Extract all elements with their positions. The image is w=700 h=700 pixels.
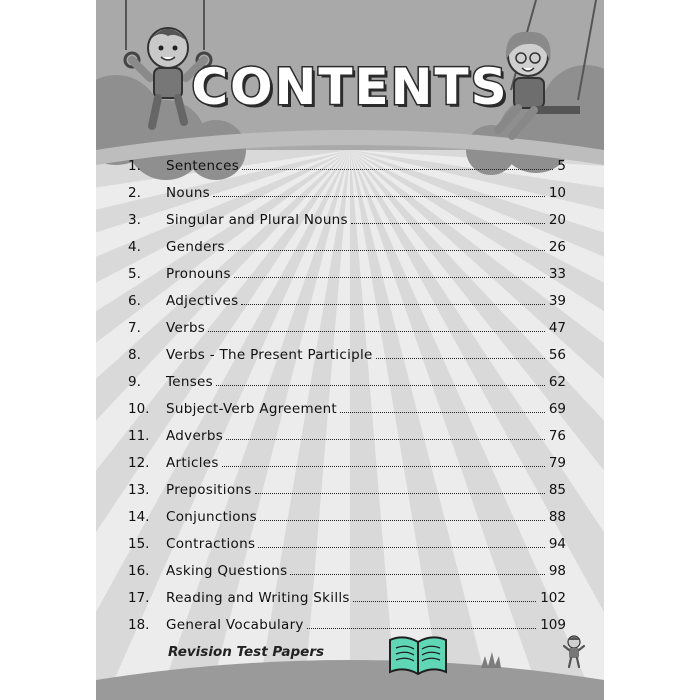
dot-leader [255,493,545,494]
dot-leader [234,277,545,278]
open-book-icon [386,632,450,678]
toc-page-number: 76 [548,428,566,444]
toc-page-number: 94 [548,536,566,552]
toc-number: 10. [128,401,150,417]
toc-number: 11. [128,428,150,444]
toc-page-number: 20 [548,212,566,228]
toc-row [128,617,566,644]
document-page [96,0,604,700]
toc-page-number: 56 [548,347,566,363]
page-title: CONTENTS [191,58,509,116]
toc-page-number: 33 [548,266,566,282]
toc-chapter-title: Adjectives [166,293,239,309]
dot-leader [241,304,544,305]
toc-row [128,212,566,239]
toc-row [128,428,566,455]
dot-leader [260,520,545,521]
dot-leader [216,385,545,386]
toc-number: 9. [128,374,141,390]
toc-number: 7. [128,320,141,336]
dot-leader [213,196,545,197]
toc-chapter-title: Sentences [166,158,240,174]
toc-page-number: 102 [540,590,566,606]
toc-chapter-title: Verbs [166,320,206,336]
toc-row [128,374,566,401]
toc-chapter-title: Reading and Writing Skills [166,590,350,606]
toc-page-number: 109 [540,617,566,633]
toc-chapter-title: Prepositions [166,482,252,498]
toc-row [128,185,566,212]
toc-row [128,455,566,482]
toc-page-number: 69 [548,401,566,417]
toc-number: 17. [128,590,150,606]
dot-leader [351,223,545,224]
toc-number: 2. [128,185,141,201]
toc-number: 6. [128,293,141,309]
toc-chapter-title: Adverbs [166,428,224,444]
revision-test-papers-label: Revision Test Papers [168,644,325,660]
toc-chapter-title: Nouns [166,185,211,201]
small-child-illustration [562,634,586,670]
toc-number: 1. [128,158,141,174]
dot-leader [376,358,545,359]
toc-chapter-title: Asking Questions [166,563,288,579]
toc-row [128,401,566,428]
dot-leader [340,412,545,413]
toc-number: 14. [128,509,150,525]
dot-leader [242,169,553,170]
toc-row [128,509,566,536]
toc-chapter-title: Articles [166,455,219,471]
toc-number: 12. [128,455,150,471]
dot-leader [258,547,545,548]
toc-row [128,347,566,374]
toc-number: 3. [128,212,141,228]
toc-row [128,482,566,509]
toc-page-number: 88 [548,509,566,525]
dot-leader [208,331,545,332]
dot-leader [353,601,536,602]
toc-page-number: 10 [548,185,566,201]
toc-row [128,536,566,563]
toc-page-number: 26 [548,239,566,255]
toc-page-number: 47 [548,320,566,336]
toc-page-number: 79 [548,455,566,471]
toc-number: 18. [128,617,150,633]
dot-leader [226,439,545,440]
toc-chapter-title: Tenses [166,374,213,390]
toc-number: 16. [128,563,150,579]
toc-page-number: 85 [548,482,566,498]
toc-chapter-title: Pronouns [166,266,231,282]
toc-number: 4. [128,239,141,255]
toc-chapter-title: Subject-Verb Agreement [166,401,338,417]
toc-page-number: 5 [557,158,566,174]
toc-chapter-title: Conjunctions [166,509,258,525]
toc-row [128,320,566,347]
toc-number: 8. [128,347,141,363]
toc-row [128,590,566,617]
dot-leader [307,628,536,629]
toc-page-number: 98 [548,563,566,579]
toc-chapter-title: Singular and Plural Nouns [166,212,348,228]
toc-row [128,266,566,293]
table-of-contents [128,158,566,644]
toc-row [128,239,566,266]
dot-leader [222,466,545,467]
toc-row [128,563,566,590]
toc-number: 5. [128,266,141,282]
dot-leader [290,574,544,575]
toc-number: 15. [128,536,150,552]
toc-row [128,158,566,185]
toc-chapter-title: Contractions [166,536,256,552]
toc-page-number: 62 [548,374,566,390]
toc-number: 13. [128,482,150,498]
toc-chapter-title: Verbs - The Present Participle [166,347,373,363]
dot-leader [228,250,545,251]
toc-row [128,293,566,320]
toc-chapter-title: General Vocabulary [166,617,304,633]
toc-page-number: 39 [548,293,566,309]
toc-chapter-title: Genders [166,239,225,255]
